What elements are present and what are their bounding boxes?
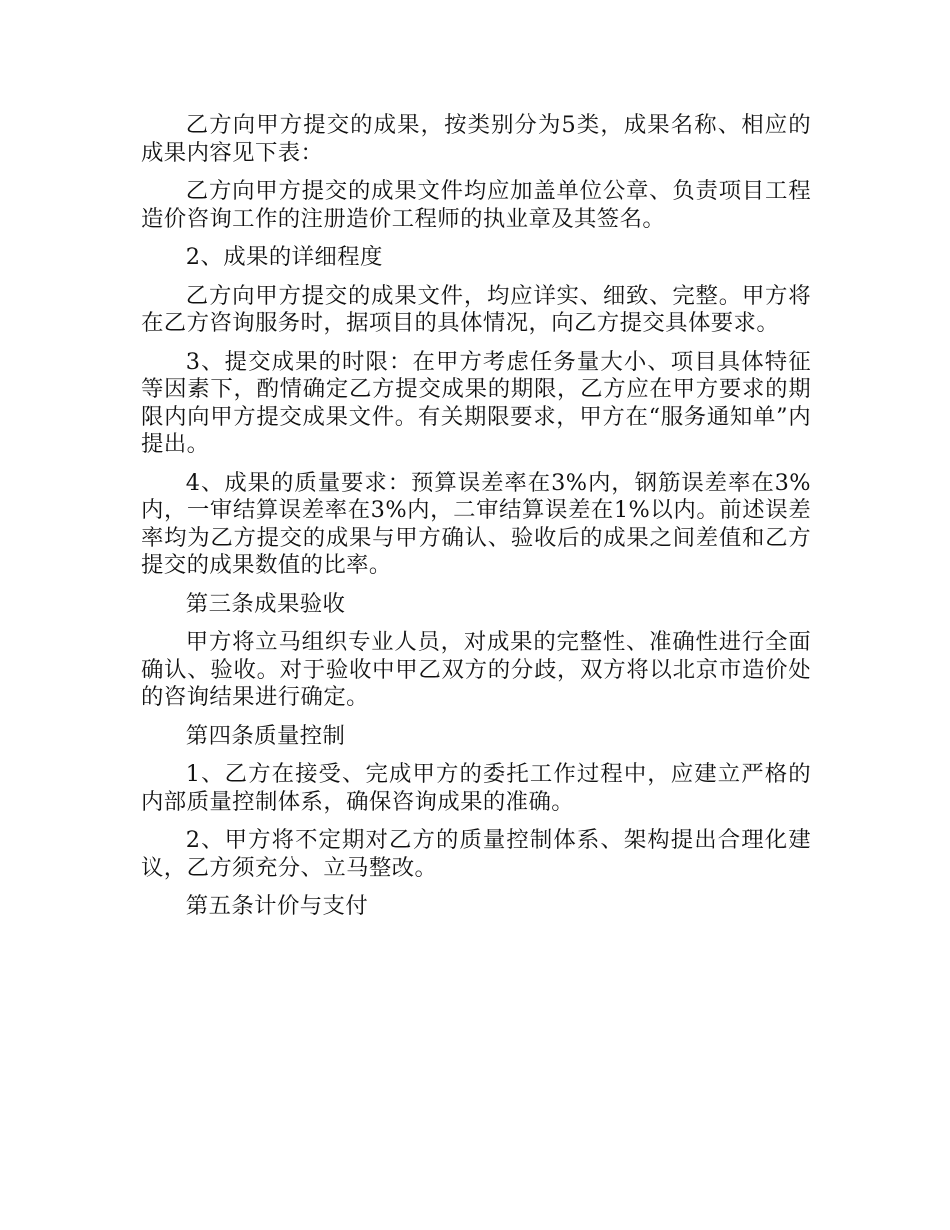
paragraph-quality-control-1: 1、乙方在接受、完成甲方的委托工作过程中，应建立严格的内部质量控制体系，确保咨询成果的准确。 — [141, 761, 811, 815]
paragraph-deliverable-categories: 乙方向甲方提交的成果，按类别分为5类，成果名称、相应的成果内容见下表： — [141, 112, 811, 166]
paragraph-detail-level: 乙方向甲方提交的成果文件，均应详实、细致、完整。甲方将在乙方咨询服务时，据项目的具体情况，向乙方提交具体要求。 — [141, 282, 811, 336]
section-heading-quality-control: 第四条质量控制 — [185, 722, 346, 749]
paragraph-quality-requirements: 4、成果的质量要求：预算误差率在3%内，钢筋误差率在3%内，一审结算误差率在3%内，二审结算误差在1%以内。前述误差率均为乙方提交的成果与甲方确认、验收后的成果之间差值和乙方提交的成果数值的比率。 — [141, 469, 811, 578]
paragraph-acceptance: 甲方将立马组织专业人员，对成果的完整性、准确性进行全面确认、验收。对于验收中甲乙双方的分歧，双方将以北京市造价处的咨询结果进行确定。 — [141, 629, 811, 710]
section-heading-acceptance: 第三条成果验收 — [185, 590, 346, 617]
paragraph-deliverable-seal: 乙方向甲方提交的成果文件均应加盖单位公章、负责项目工程造价咨询工作的注册造价工程师的执业章及其签名。 — [141, 178, 811, 232]
section-heading-detail-level: 2、成果的详细程度 — [185, 244, 383, 270]
paragraph-submission-deadline: 3、提交成果的时限：在甲方考虑任务量大小、项目具体特征等因素下，酌情确定乙方提交成果的期限，乙方应在甲方要求的期限内向甲方提交成果文件。有关期限要求，甲方在“服务通知单”内提出。 — [141, 348, 811, 457]
section-heading-pricing-payment: 第五条计价与支付 — [185, 893, 369, 919]
paragraph-quality-control-2: 2、甲方将不定期对乙方的质量控制体系、架构提出合理化建议，乙方须充分、立马整改。 — [141, 827, 811, 881]
document-page — [141, 112, 811, 932]
